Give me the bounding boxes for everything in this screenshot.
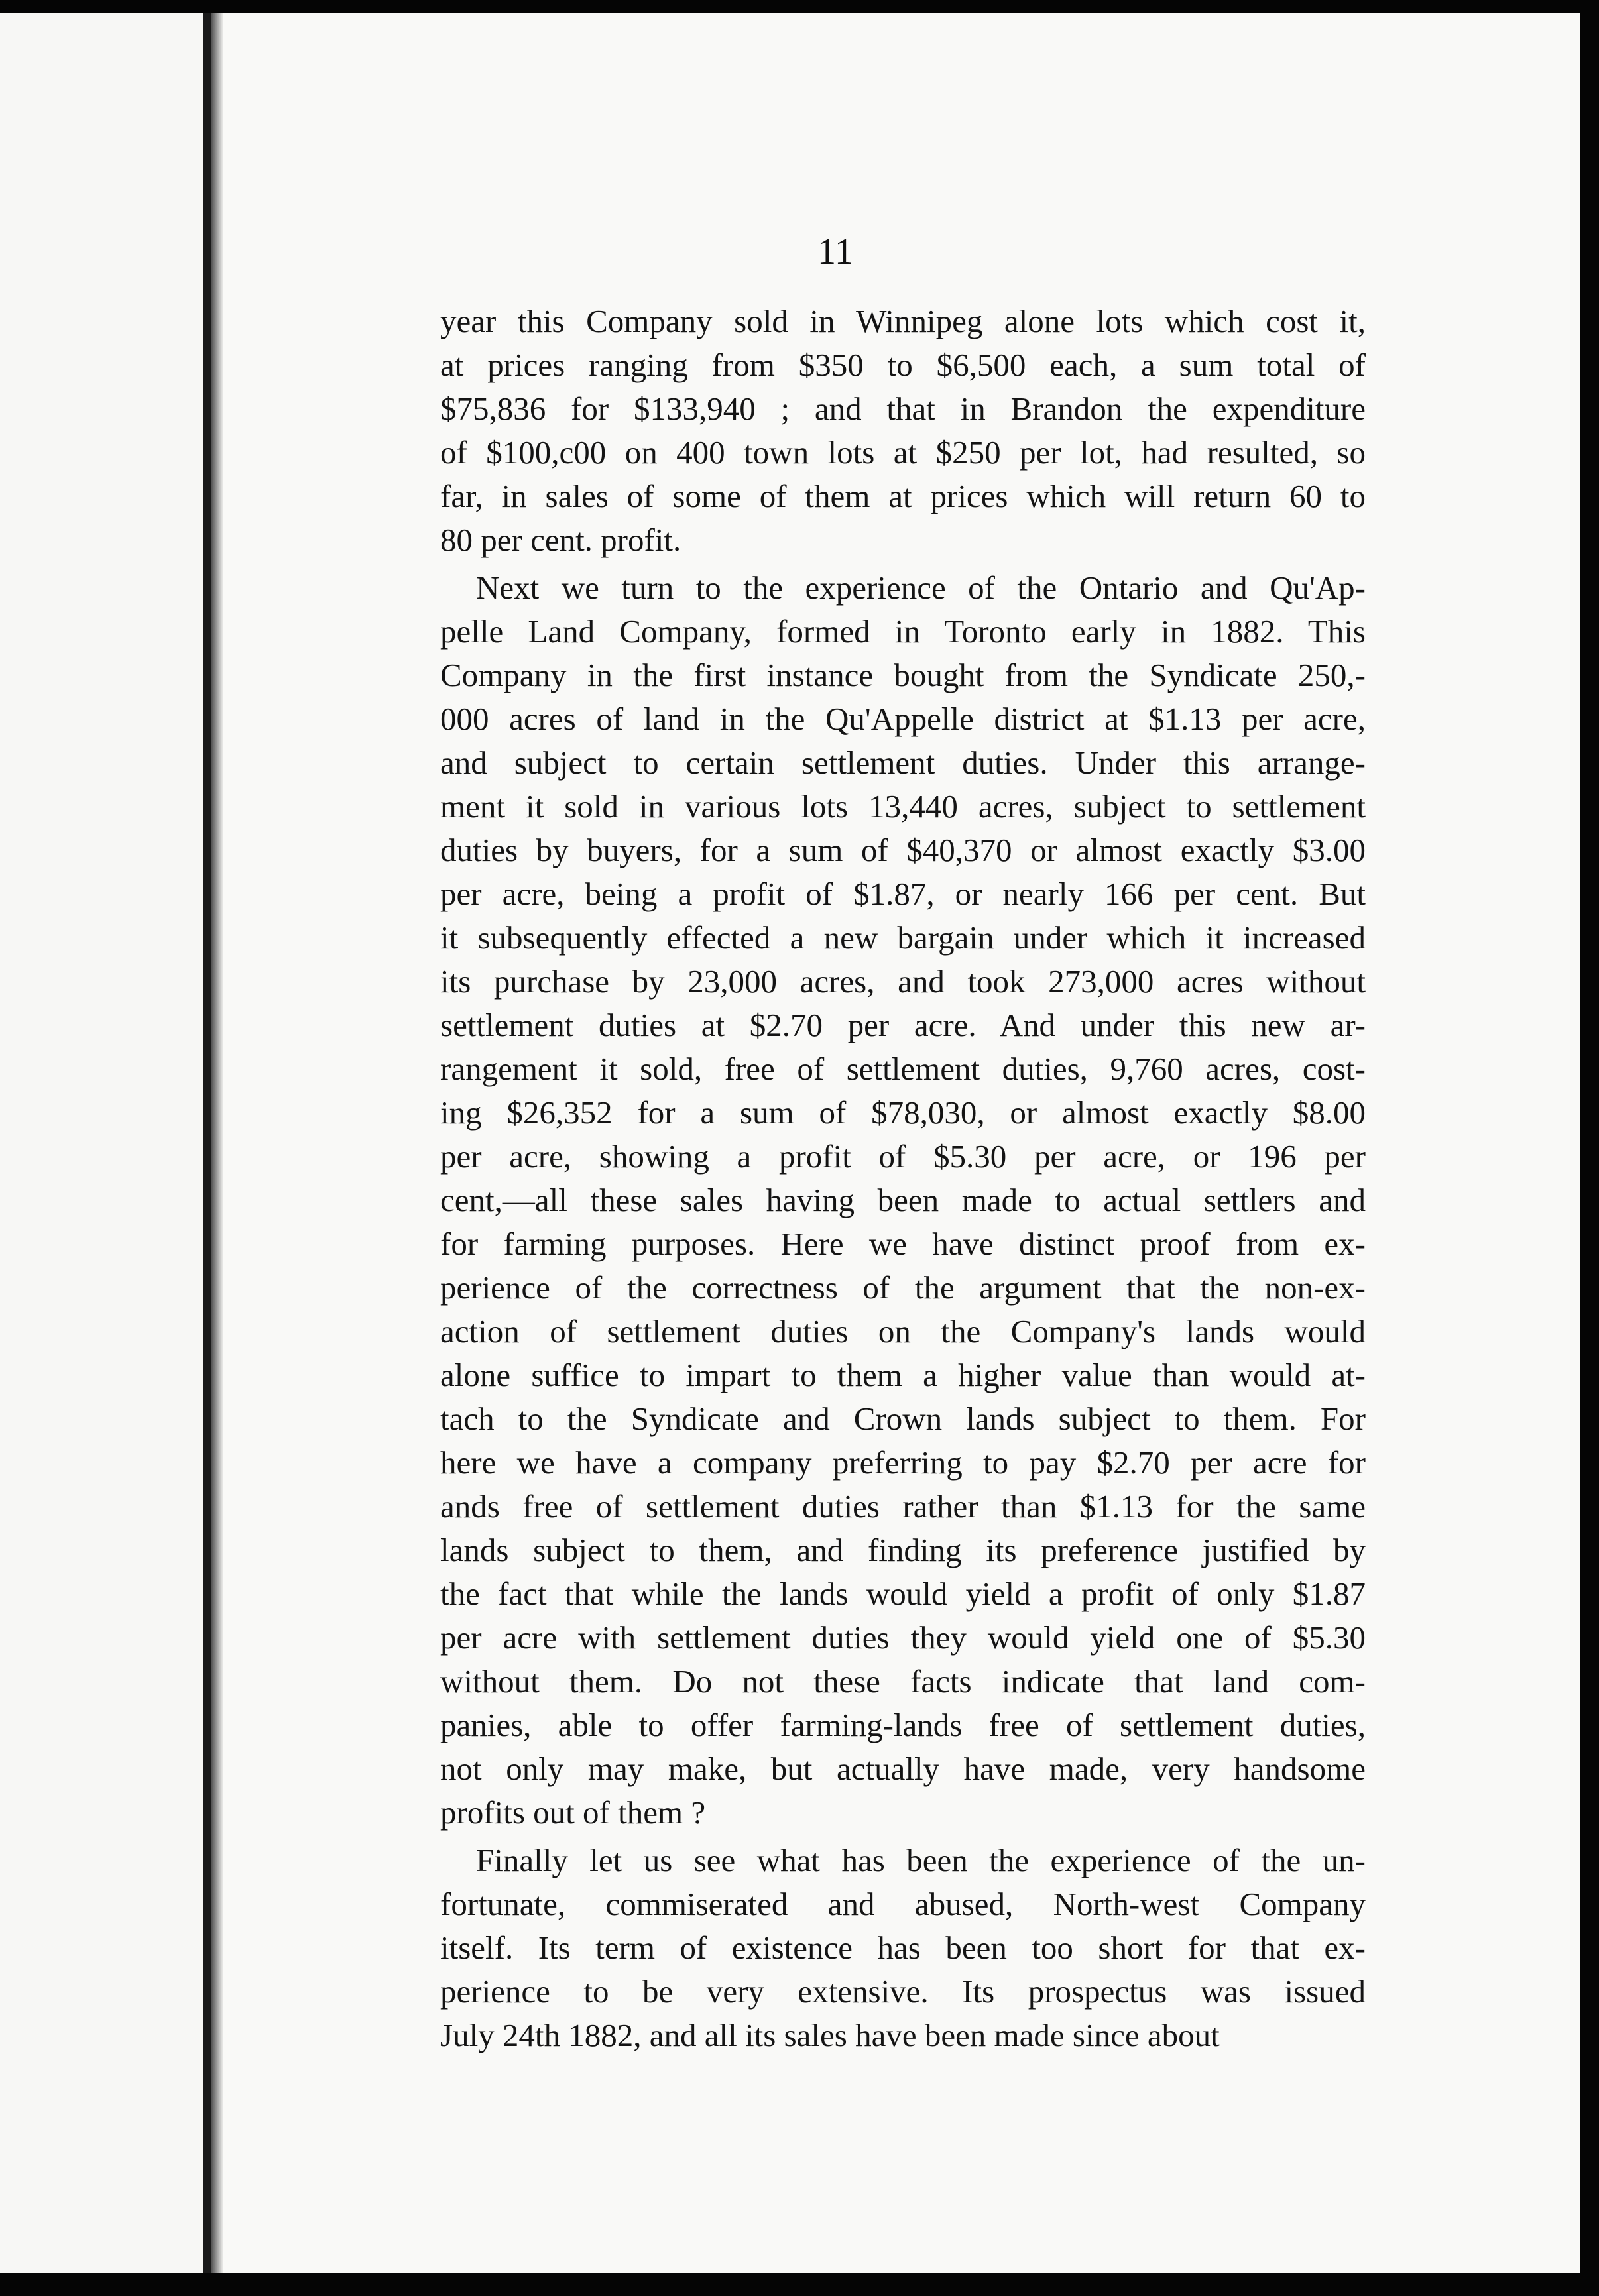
text-line: not only may make, but actually have made, very handsome (440, 1751, 1366, 1787)
text-line: per acre with settlement duties they would yield one of $5.30 (440, 1619, 1366, 1656)
text-line: July 24th 1882, and all its sales have been made since about (440, 2017, 1220, 2053)
text-line: fortunate, commiserated and abused, North-west Company (440, 1886, 1366, 1922)
paragraph (440, 300, 1366, 562)
text-line: Next we turn to the experience of the Ontario and Qu'Ap- (476, 569, 1366, 606)
text-line: Company in the first instance bought from the Syndicate 250,- (440, 657, 1366, 693)
text-line: of $100,c00 on 400 town lots at $250 per lot, had resulted, so (440, 434, 1366, 471)
text-line: tach to the Syndicate and Crown lands subject to them. For (440, 1401, 1366, 1437)
text-line: per acre, being a profit of $1.87, or nearly 166 per cent. But (440, 876, 1366, 912)
text-line: settlement duties at $2.70 per acre. And under this new ar- (440, 1007, 1366, 1043)
paragraph (440, 1839, 1366, 2057)
text-line: perience to be very extensive. Its prospectus was issued (440, 1973, 1366, 2010)
text-line: pelle Land Company, formed in Toronto early in 1882. This (440, 613, 1366, 650)
text-line: 000 acres of land in the Qu'Appelle district at $1.13 per acre, (440, 701, 1366, 737)
text-line: far, in sales of some of them at prices which will return 60 to (440, 478, 1366, 514)
body-text (440, 300, 1366, 2057)
text-line: year this Company sold in Winnipeg alone lots which cost it, (440, 303, 1366, 339)
text-line: the fact that while the lands would yield a profit of only $1.87 (440, 1576, 1366, 1612)
scan-right-border (1580, 0, 1599, 2296)
text-line: $75,836 for $133,940 ; and that in Brandon the expenditure (440, 390, 1366, 427)
page-number: 11 (817, 231, 853, 272)
text-line: its purchase by 23,000 acres, and took 273,000 acres without (440, 963, 1366, 1000)
book-gutter (203, 13, 211, 2273)
text-line: ing $26,352 for a sum of $78,030, or almost exactly $8.00 (440, 1094, 1366, 1131)
paragraph (440, 566, 1366, 1835)
text-line: and subject to certain settlement duties. Under this arrange- (440, 744, 1366, 781)
text-line: perience of the correctness of the argument that the non-ex- (440, 1269, 1366, 1306)
scan-top-border (0, 0, 1599, 13)
text-line: cent,—all these sales having been made to actual settlers and (440, 1182, 1366, 1218)
text-line: without them. Do not these facts indicate that land com- (440, 1663, 1366, 1699)
text-line: it subsequently effected a new bargain under which it increased (440, 919, 1366, 956)
text-line: rangement it sold, free of settlement duties, 9,760 acres, cost- (440, 1051, 1366, 1087)
scan-bottom-border (0, 2273, 1599, 2296)
gutter-shadow (211, 13, 223, 2273)
text-line: here we have a company preferring to pay $2.70 per acre for (440, 1444, 1366, 1481)
text-line: ands free of settlement duties rather than $1.13 for the same (440, 1488, 1366, 1524)
text-line: at prices ranging from $350 to $6,500 each, a sum total of (440, 347, 1366, 383)
text-line: ment it sold in various lots 13,440 acres, subject to settlement (440, 788, 1366, 825)
facing-page-edge (0, 13, 203, 2273)
text-line: profits out of them ? (440, 1794, 706, 1831)
text-line: Finally let us see what has been the experience of the un- (476, 1842, 1366, 1878)
text-line: per acre, showing a profit of $5.30 per acre, or 196 per (440, 1138, 1366, 1175)
text-line: duties by buyers, for a sum of $40,370 or almost exactly $3.00 (440, 832, 1366, 868)
text-line: alone suffice to impart to them a higher value than would at- (440, 1357, 1366, 1393)
text-line: lands subject to them, and finding its preference justified by (440, 1532, 1366, 1568)
text-line: 80 per cent. profit. (440, 522, 681, 558)
text-line: itself. Its term of existence has been too short for that ex- (440, 1929, 1366, 1966)
text-line: action of settlement duties on the Company's lands would (440, 1313, 1366, 1349)
text-line: for farming purposes. Here we have distinct proof from ex- (440, 1226, 1366, 1262)
text-line: panies, able to offer farming-lands free of settlement duties, (440, 1707, 1366, 1743)
